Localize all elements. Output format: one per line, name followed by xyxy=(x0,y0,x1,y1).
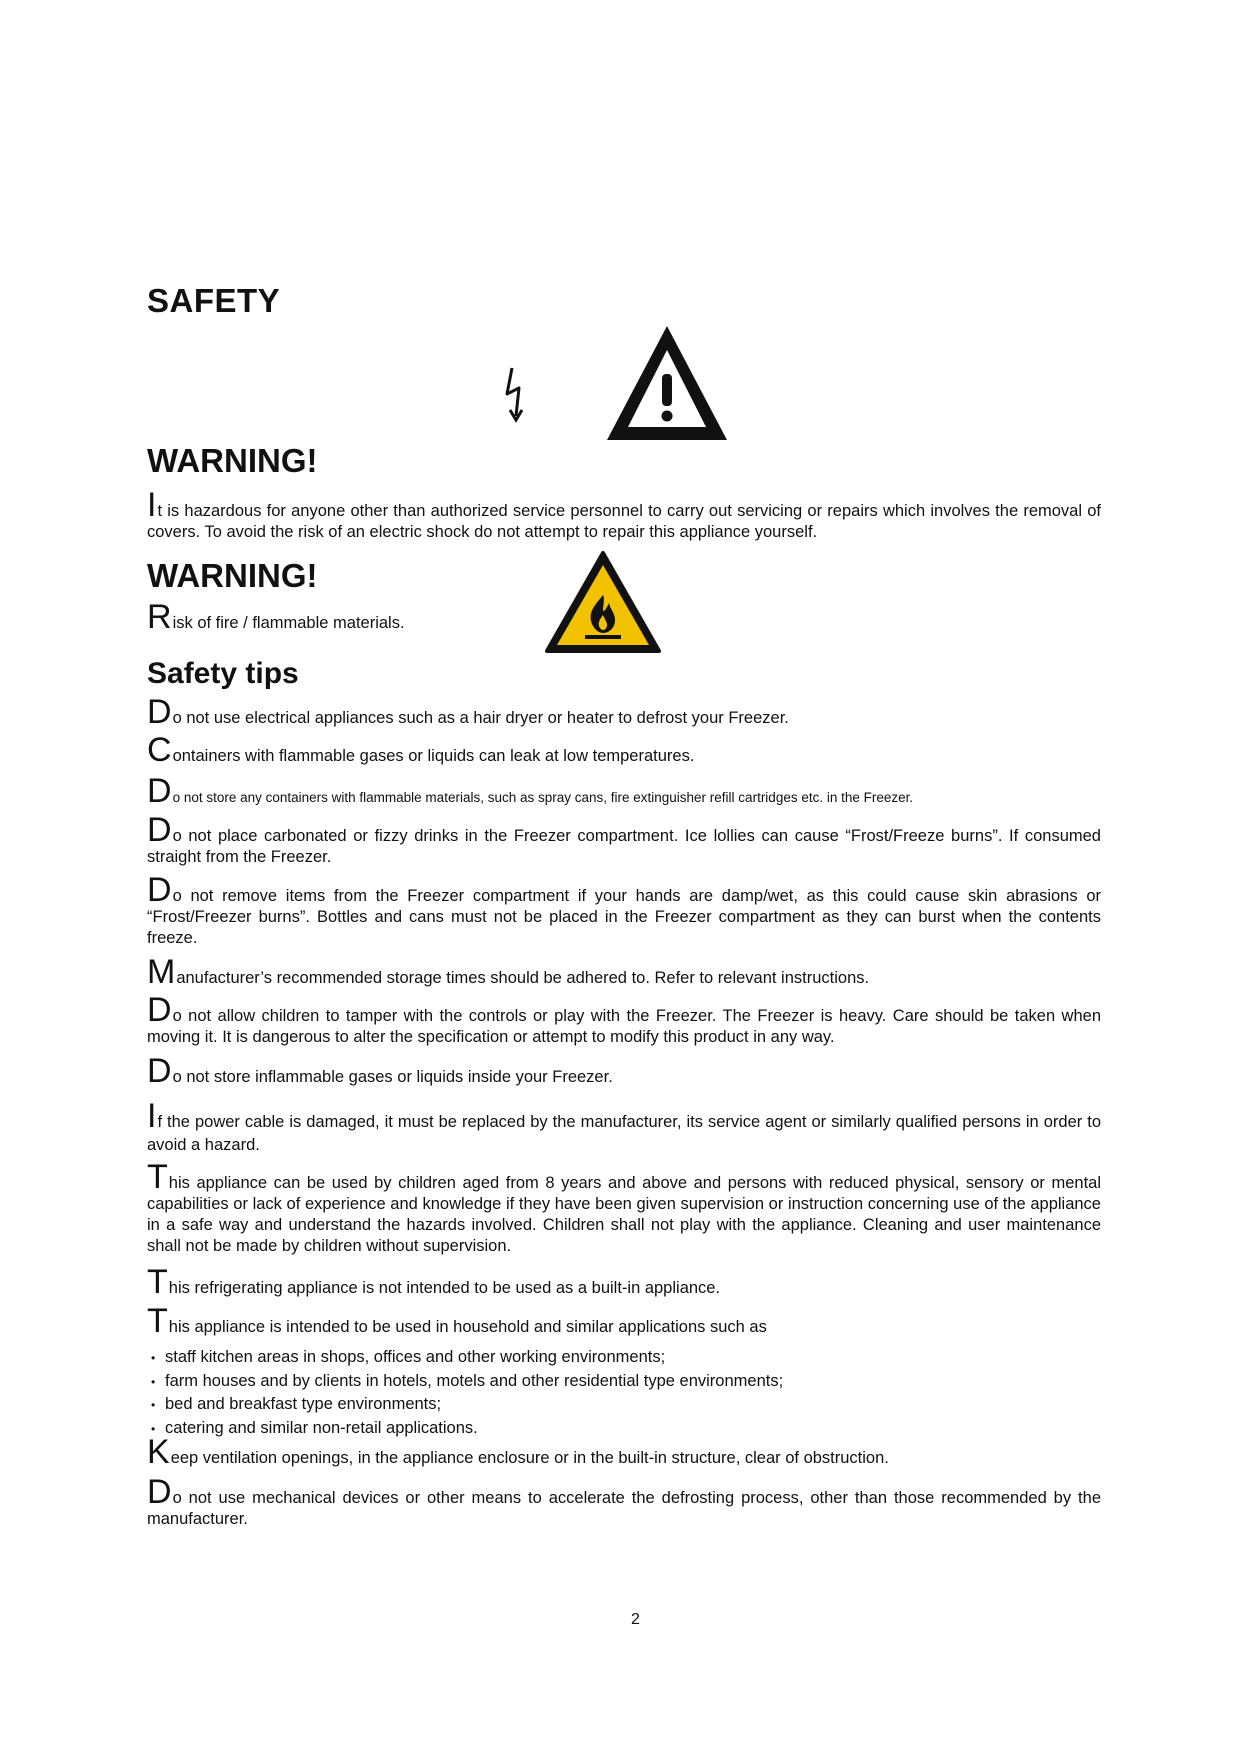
drop-cap: T xyxy=(147,1263,168,1301)
list-item: • staff kitchen areas in shops, offices and other working environments; xyxy=(147,1346,783,1370)
paragraph-text: his appliance can be used by children aged from 8 years and above and persons with reduced physical, sensory or mental capabilities or lack of experience and knowledge if they have been given supervision or instruction concerning use of the appliance in a safe way and understand the hazards involved. Children shall not play with the appliance. Cleaning and user maintenance shall not be made by children without supervision. xyxy=(147,1174,1101,1255)
safety-tips-heading: Safety tips xyxy=(147,657,299,690)
tip-paragraph xyxy=(147,1052,1101,1090)
warning-heading-1: WARNING! xyxy=(147,442,318,479)
paragraph-text: his refrigerating appliance is not intended to be used as a built-in appliance. xyxy=(168,1279,721,1297)
drop-cap: C xyxy=(147,731,172,769)
page-title: SAFETY xyxy=(147,282,281,319)
paragraph-text: o not store inflammable gases or liquids inside your Freezer. xyxy=(172,1068,613,1086)
drop-cap: D xyxy=(147,1052,172,1090)
drop-cap: M xyxy=(147,953,176,991)
list-item: • bed and breakfast type environments; xyxy=(147,1393,783,1417)
tip-paragraph xyxy=(147,871,1101,949)
paragraph-text: o not use mechanical devices or other means to accelerate the defrosting process, other than those recommended by the manufacturer. xyxy=(147,1489,1101,1528)
tip-paragraph xyxy=(147,1263,1101,1301)
paragraph-text: o not remove items from the Freezer compartment if your hands are damp/wet, as this could cause skin abrasions or “Frost/Freezer burns”. Bottles and cans must not be placed in the Freezer compartment as they can burst when the contents freeze. xyxy=(147,887,1101,947)
tip-paragraph xyxy=(147,811,1101,868)
drop-cap: I xyxy=(147,1097,157,1135)
paragraph-text: his appliance is intended to be used in household and similar applications such as xyxy=(168,1318,767,1336)
tip-paragraph xyxy=(147,1473,1101,1530)
drop-cap: D xyxy=(147,991,172,1029)
paragraph-text: anufacturer’s recommended storage times should be adhered to. Refer to relevant instructions. xyxy=(176,969,870,987)
paragraph-text: o not use electrical appliances such as a hair dryer or heater to defrost your Freezer. xyxy=(172,709,789,727)
list-item: • catering and similar non-retail applications. xyxy=(147,1417,783,1441)
warning-1-text xyxy=(147,486,1101,543)
paragraph-text: ontainers with flammable gases or liquids can leak at low temperatures. xyxy=(172,747,695,765)
list-item: • farm houses and by clients in hotels, motels and other residential type environments; xyxy=(147,1370,783,1394)
drop-cap: D xyxy=(147,811,172,849)
drop-cap: D xyxy=(147,693,172,731)
paragraph-text: t is hazardous for anyone other than authorized service personnel to carry out servicing or repairs which involves the removal of covers. To avoid the risk of an electric shock do not attempt to repair this appliance yourself. xyxy=(147,502,1101,541)
paragraph-text: o not allow children to tamper with the controls or play with the Freezer. The Freezer is heavy. Care should be taken when moving it. It is dangerous to alter the specification or attempt to modify this product in any way. xyxy=(147,1007,1101,1046)
tip-paragraph xyxy=(147,731,1101,769)
drop-cap: D xyxy=(147,871,172,909)
drop-cap: T xyxy=(147,1158,168,1196)
tip-paragraph xyxy=(147,991,1101,1048)
drop-cap: I xyxy=(147,486,157,524)
lightning-bolt-icon xyxy=(503,366,529,426)
tip-paragraph xyxy=(147,693,1101,731)
tip-paragraph xyxy=(147,772,1101,810)
exclamation-triangle-icon xyxy=(603,322,731,444)
warning-heading-2: WARNING! xyxy=(147,557,318,594)
drop-cap: D xyxy=(147,1473,172,1511)
drop-cap: K xyxy=(147,1433,170,1471)
paragraph-text: isk of fire / flammable materials. xyxy=(172,614,405,632)
paragraph-text: o not place carbonated or fizzy drinks in the Freezer compartment. Ice lollies can cause “Frost/Freeze burns”. If consumed straight from the Freezer. xyxy=(147,827,1101,866)
paragraph-text: f the power cable is damaged, it must be replaced by the manufacturer, its service agent or similarly qualified persons in order to avoid a hazard. xyxy=(147,1113,1101,1154)
tip-paragraph xyxy=(147,1097,1101,1156)
paragraph-text: o not store any containers with flammable materials, such as spray cans, fire extinguisher refill cartridges etc. in the Freezer. xyxy=(172,790,914,805)
tip-paragraph xyxy=(147,953,1101,991)
drop-cap: D xyxy=(147,772,172,810)
drop-cap: T xyxy=(147,1302,168,1340)
flammable-triangle-icon xyxy=(543,549,663,655)
page-number: 2 xyxy=(631,1611,640,1628)
drop-cap: R xyxy=(147,598,172,636)
tip-paragraph xyxy=(147,1302,1101,1340)
application-list xyxy=(147,1346,783,1441)
paragraph-text: eep ventilation openings, in the appliance enclosure or in the built-in structure, clear of obstruction. xyxy=(170,1449,889,1467)
tip-paragraph xyxy=(147,1158,1101,1257)
tip-paragraph xyxy=(147,1433,1101,1471)
